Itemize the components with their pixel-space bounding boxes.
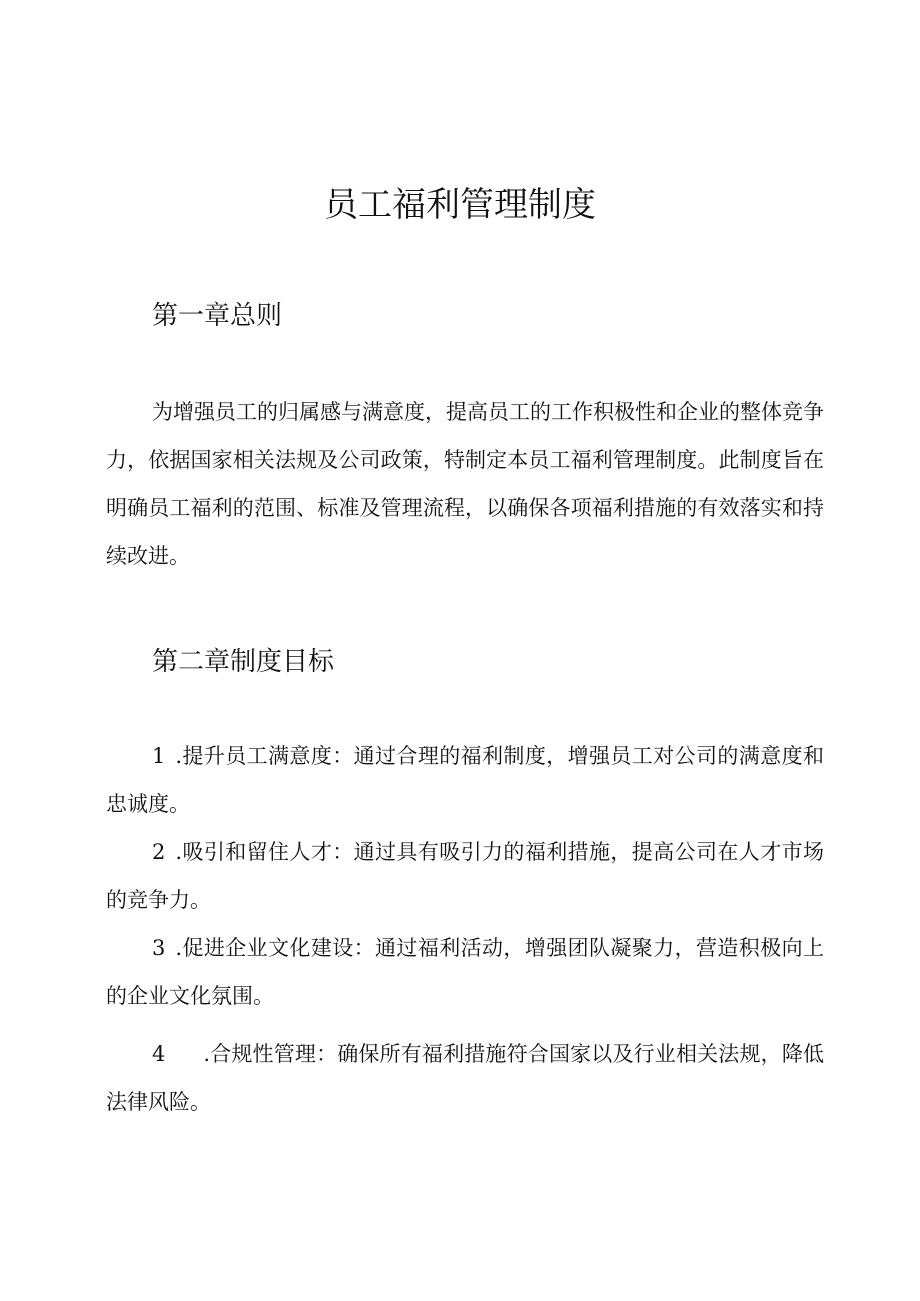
objective-item-text: .提升员工满意度：通过合理的福利制度，增强员工对公司的满意度和忠诚度。 xyxy=(106,744,824,816)
chapter-2-heading: 第二章制度目标 xyxy=(152,647,335,677)
objective-item-number: 4 xyxy=(152,1042,166,1066)
objective-item-4 xyxy=(106,1030,824,1126)
objective-item-1 xyxy=(106,732,824,828)
objective-item-3 xyxy=(106,924,824,1020)
objective-item-text: .合规性管理：确保所有福利措施符合国家以及行业相关法规，降低法律风险。 xyxy=(106,1042,824,1114)
objective-item-2 xyxy=(106,828,824,924)
chapter-1-paragraph: 为增强员工的归属感与满意度，提高员工的工作积极性和企业的整体竞争力，依据国家相关法规及公司政策，特制定本员工福利管理制度。此制度旨在明确员工福利的范围、标准及管理流程，以确保各项福利措施的有效落实和持续改进。 xyxy=(106,400,824,568)
objective-item-number: 2 xyxy=(152,840,166,864)
chapter-1-heading: 第一章总则 xyxy=(152,301,283,331)
objective-item-text: .促进企业文化建设：通过福利活动，增强团队凝聚力，营造积极向上的企业文化氛围。 xyxy=(106,936,824,1008)
document-title: 员工福利管理制度 xyxy=(324,185,596,225)
objective-item-number: 1 xyxy=(152,744,166,768)
objective-item-number: 3 xyxy=(152,936,166,960)
objective-item-text: .吸引和留住人才：通过具有吸引力的福利措施，提高公司在人才市场的竞争力。 xyxy=(106,840,824,912)
